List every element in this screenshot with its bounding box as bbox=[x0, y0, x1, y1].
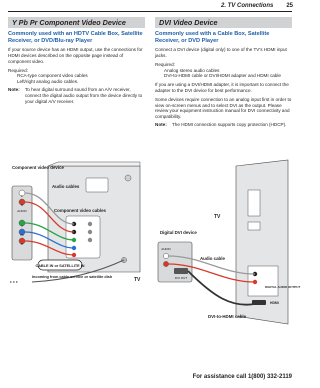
note-text: To hear digital surround sound from an A/V receiver, connect the digital audio output from the device directly to your digital A/V receiver. bbox=[25, 86, 143, 104]
required-item: DVI-to-HDMI cable or DVI/HDMI adapter and HDMI cable bbox=[164, 73, 281, 79]
device-label: Component video device bbox=[12, 165, 64, 170]
tv-back-panel bbox=[236, 160, 288, 324]
audio-jack-label: AUDIO bbox=[17, 209, 27, 213]
section-heading-dvi: DVI Video Device bbox=[155, 17, 292, 28]
tv-label: TV bbox=[134, 277, 141, 283]
note-label: Note: bbox=[155, 121, 167, 127]
audio-cables-label: Audio cables bbox=[52, 184, 80, 189]
required-item: RCA-type component video cables bbox=[17, 73, 88, 79]
jack-label: Pr bbox=[20, 243, 24, 246]
dvi-hdmi-cable-label: DVI-to-HDMI cable bbox=[208, 314, 247, 319]
page-header bbox=[143, 3, 293, 9]
cable-in-label: CABLE IN or SATELLITE IN bbox=[35, 264, 85, 268]
dvi-connection-diagram bbox=[152, 160, 301, 335]
video-cables-label: Component video cables bbox=[54, 208, 106, 213]
dvi-jack-label: DVI OUT bbox=[174, 276, 188, 280]
footer-assistance: For assistance call 1(800) 332-2119 bbox=[192, 374, 292, 380]
required-label: Required: bbox=[8, 67, 28, 73]
component-connection-diagram bbox=[8, 160, 148, 286]
dvi-device-icon bbox=[158, 242, 192, 282]
note bbox=[155, 122, 292, 128]
required-item: Left/right analog audio cables. bbox=[17, 79, 79, 85]
required-label: Required: bbox=[155, 61, 175, 67]
subheading-component: Commonly used with an HDTV Cable Box, Satellite Receiver, or DVD/Blu-ray Player bbox=[8, 31, 143, 44]
tv-back-panel bbox=[48, 162, 140, 272]
tv-label: TV bbox=[214, 214, 221, 220]
note bbox=[8, 87, 145, 104]
dvi-video-section bbox=[155, 17, 292, 128]
adapter-paragraph: If you are using a DVI/HDMI adapter, it is important to connect the adapter to the DVI device for best performance. bbox=[155, 82, 289, 93]
analog-paragraph: Some devices require connection to an analog input first in order to view on-screen menus and to select DVI as the output. Please review your equipment instruction manual for DVI connectivity and compatibility. bbox=[155, 96, 292, 120]
intro-text: If your source device has an HDMI output, use the connections for HDMI devices described on the opposite page instead of component video. bbox=[8, 47, 143, 64]
digital-audio-output-label: DIGITAL AUDIO OUTPUT bbox=[265, 285, 301, 289]
section-heading-component: Y Pb Pr Component Video Device bbox=[8, 17, 145, 28]
section-title: 2. TV Connections bbox=[220, 3, 274, 9]
device-label: Digital DVI device bbox=[160, 230, 197, 235]
page-number: 25 bbox=[286, 3, 293, 9]
audio-cable-label: Audio cable bbox=[200, 256, 225, 261]
jack-label: Y bbox=[21, 225, 23, 228]
audio-jack-label: AUDIO bbox=[161, 247, 171, 251]
component-video-section bbox=[8, 17, 145, 104]
note-text: The HDMI connection supports copy protection (HDCP). bbox=[172, 121, 287, 127]
jack-label: L bbox=[21, 195, 23, 198]
subheading-dvi: Commonly used with a Cable Box, Satellite Receiver, or DVD Player bbox=[155, 31, 270, 44]
note-label: Note: bbox=[8, 86, 20, 92]
jack-label: Pb bbox=[20, 234, 24, 237]
jack-label: R bbox=[21, 204, 23, 207]
intro-text: Connect a DVI device (digital only) to one of the TV's HDMI input jacks. bbox=[155, 47, 287, 58]
incoming-label: Incoming from cable service or satellite dish bbox=[32, 275, 113, 279]
header-rule bbox=[8, 11, 292, 12]
hdmi-jack-label: HDMI bbox=[270, 301, 279, 305]
required-item: Analog stereo audio cables bbox=[164, 67, 220, 73]
